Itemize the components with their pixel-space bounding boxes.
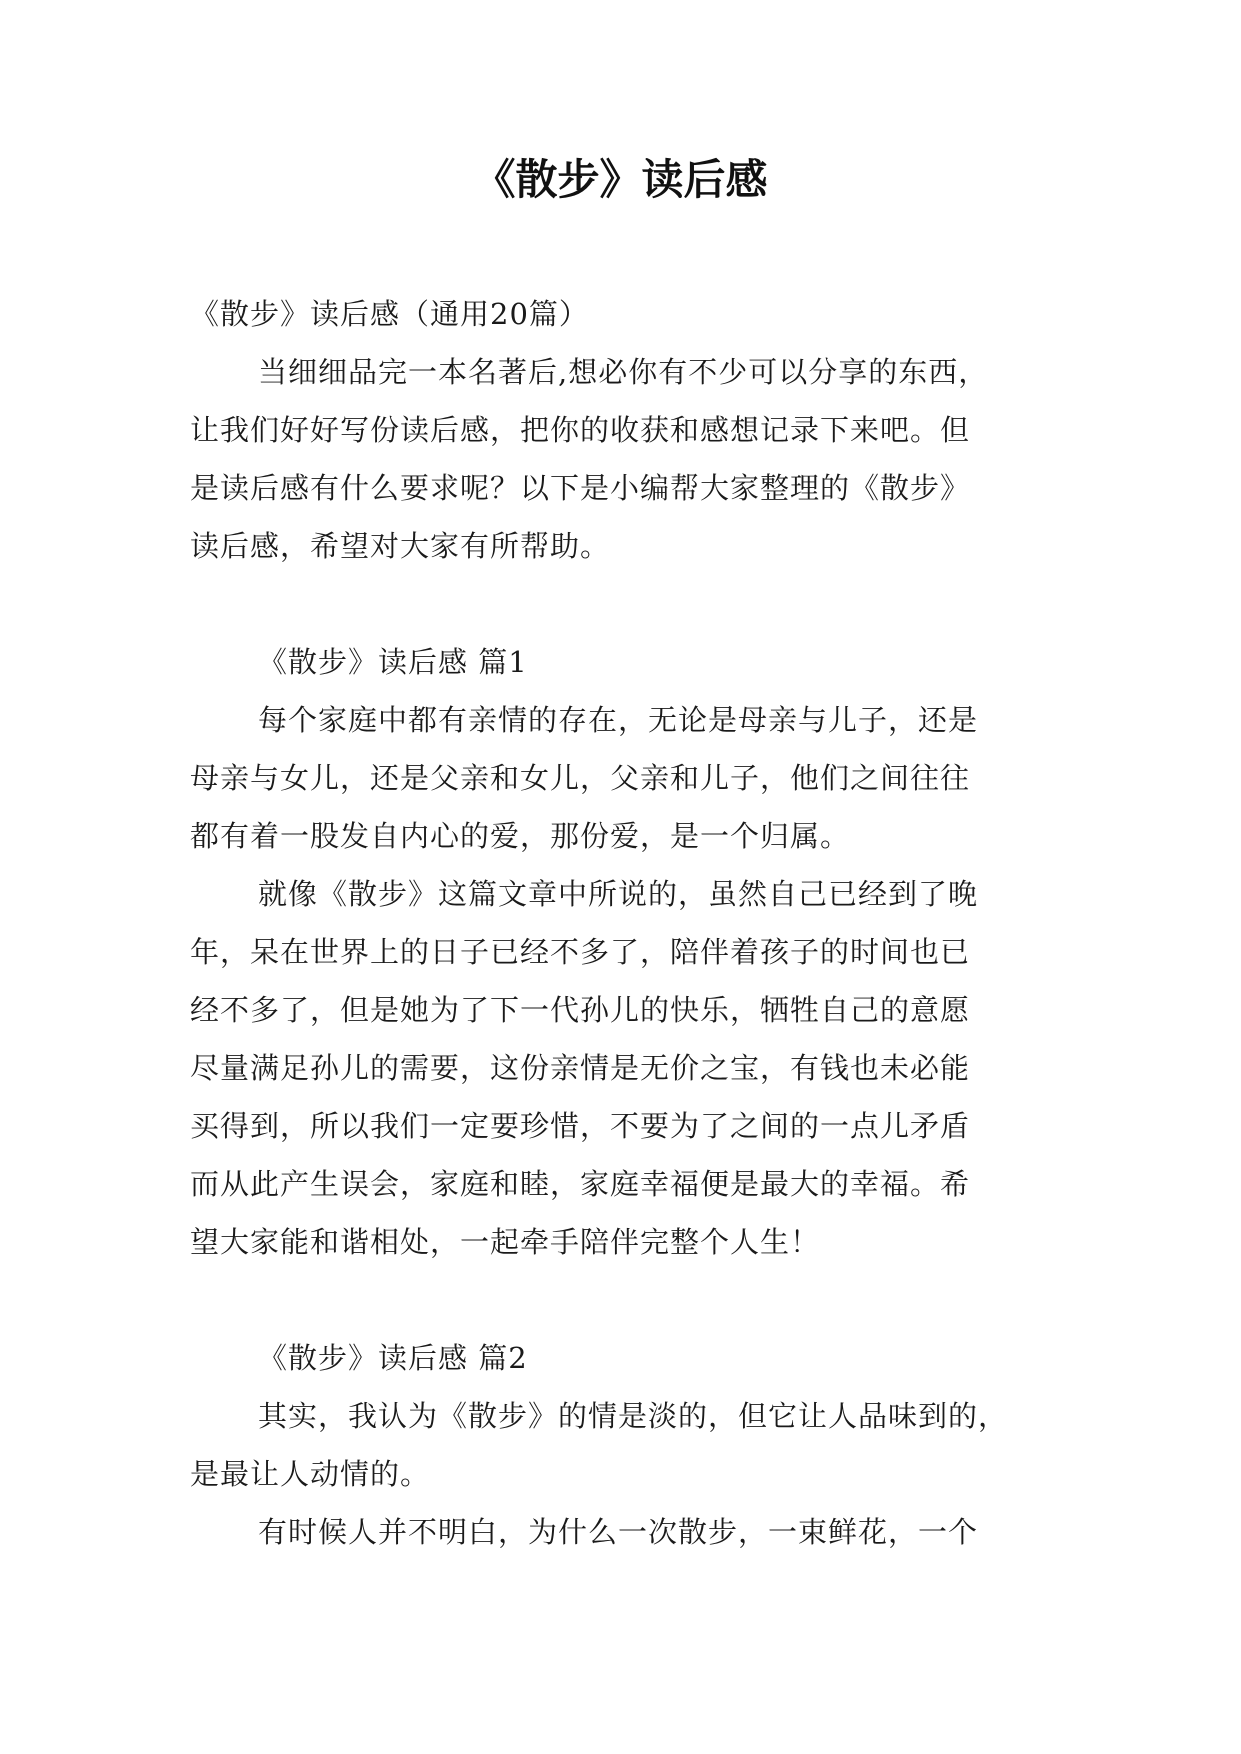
document-body bbox=[190, 285, 1070, 1561]
intro-paragraph bbox=[190, 343, 1070, 575]
intro-line: 读后感，希望对大家有所帮助。 bbox=[190, 529, 611, 563]
paragraph-line: 经不多了，但是她为了下一代孙儿的快乐，牺牲自己的意愿 bbox=[190, 993, 971, 1027]
section-paragraph bbox=[190, 691, 1070, 865]
section-heading: 《散步》读后感 篇1 bbox=[258, 645, 528, 679]
paragraph-line: 就像《散步》这篇文章中所说的，虽然自己已经到了晚 bbox=[258, 877, 979, 911]
section-2 bbox=[190, 1329, 1070, 1561]
section-paragraph bbox=[190, 865, 1070, 1271]
intro-line: 当细细品完一本名著后,想必你有不少可以分享的东西， bbox=[258, 355, 989, 389]
paragraph-line: 都有着一股发自内心的爱，那份爱，是一个归属。 bbox=[190, 819, 851, 853]
section-1 bbox=[190, 633, 1070, 1271]
paragraph-line: 尽量满足孙儿的需要，这份亲情是无价之宝，有钱也未必能 bbox=[190, 1051, 971, 1085]
intro-line: 是读后感有什么要求呢？以下是小编帮大家整理的《散步》 bbox=[190, 471, 971, 505]
paragraph-line: 年，呆在世界上的日子已经不多了，陪伴着孩子的时间也已 bbox=[190, 935, 971, 969]
document-subtitle: 《散步》读后感（通用20篇） bbox=[190, 297, 589, 331]
paragraph-line: 其实，我认为《散步》的情是淡的，但它让人品味到的， bbox=[258, 1399, 1009, 1433]
paragraph-line: 望大家能和谐相处，一起牵手陪伴完整个人生！ bbox=[190, 1225, 821, 1259]
paragraph-line: 母亲与女儿，还是父亲和女儿，父亲和儿子，他们之间往往 bbox=[190, 761, 971, 795]
section-spacer bbox=[190, 1271, 1070, 1329]
paragraph-line: 是最让人动情的。 bbox=[190, 1457, 431, 1491]
paragraph-line: 买得到，所以我们一定要珍惜，不要为了之间的一点儿矛盾 bbox=[190, 1109, 971, 1143]
paragraph-line: 有时候人并不明白，为什么一次散步，一束鲜花，一个 bbox=[258, 1515, 979, 1549]
section-spacer bbox=[190, 575, 1070, 633]
paragraph-line: 每个家庭中都有亲情的存在，无论是母亲与儿子，还是 bbox=[258, 703, 979, 737]
section-paragraph bbox=[190, 1503, 1070, 1561]
section-heading: 《散步》读后感 篇2 bbox=[258, 1341, 528, 1375]
document-title: 《散步》读后感 bbox=[473, 155, 768, 204]
paragraph-line: 而从此产生误会，家庭和睦，家庭幸福便是最大的幸福。希 bbox=[190, 1167, 971, 1201]
intro-line: 让我们好好写份读后感，把你的收获和感想记录下来吧。但 bbox=[190, 413, 971, 447]
section-paragraph bbox=[190, 1387, 1070, 1503]
